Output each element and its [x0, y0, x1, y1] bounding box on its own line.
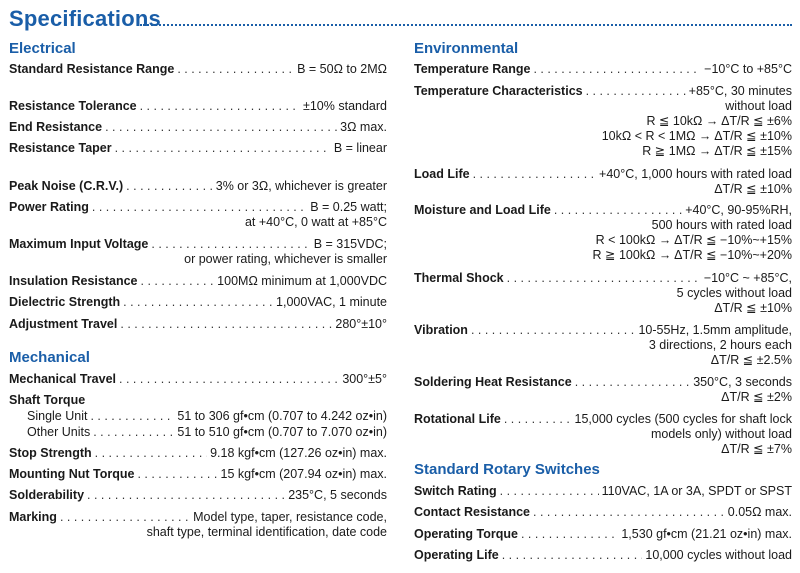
spec-value: 3% or 3Ω, whichever is greater — [215, 179, 387, 193]
section-heading-electrical: Electrical — [9, 40, 76, 57]
dot-leader — [90, 409, 174, 424]
spec-label: Shaft Torque — [9, 393, 86, 407]
spec-value: ±10% standard — [303, 99, 387, 113]
spec-row-vibration — [414, 323, 792, 368]
spec-row-soldering-heat-resistance — [414, 375, 792, 405]
section-heading-environmental: Environmental — [414, 40, 519, 57]
spec-row-switch-rating — [414, 484, 792, 499]
dot-leader — [507, 271, 701, 286]
spec-value: 3Ω max. — [340, 120, 387, 134]
spec-row-line — [9, 141, 387, 156]
spec-row-rotational-life — [414, 412, 792, 457]
spec-label: Moisture and Load Life — [414, 203, 551, 217]
spec-value: Model type, taper, resistance code, — [193, 510, 387, 524]
spec-row-marking — [9, 510, 387, 540]
spec-label: Single Unit — [27, 409, 88, 423]
spec-row-temperature-range — [414, 62, 792, 77]
dot-leader — [87, 488, 285, 503]
spec-row-line — [9, 295, 387, 310]
spec-value: 9.18 kgf•cm (127.26 oz•in) max. — [210, 446, 387, 460]
spec-row-line — [414, 412, 792, 427]
spec-value-continued: at +40°C, 0 watt at +85°C — [244, 215, 387, 229]
spec-label: Stop Strength — [9, 446, 92, 460]
spec-row-other-units — [9, 425, 387, 440]
spec-value: 0.05Ω max. — [727, 505, 792, 519]
spec-label: Peak Noise (C.R.V.) — [9, 179, 124, 193]
spec-value-continued: models only) without load — [650, 427, 792, 441]
spec-row-line — [9, 179, 387, 194]
dot-leader — [533, 62, 701, 77]
dot-leader — [95, 446, 207, 461]
spec-label: Insulation Resistance — [9, 274, 138, 288]
spec-label: Thermal Shock — [414, 271, 504, 285]
spec-value: 280°±10° — [335, 317, 387, 331]
dot-leader — [60, 510, 190, 525]
spec-row-stop-strength — [9, 446, 387, 461]
spec-row-solderability — [9, 488, 387, 503]
spec-row-thermal-shock — [414, 271, 792, 316]
spec-row-standard-resistance-range — [9, 62, 387, 77]
spec-value-continued: 10kΩ < R < 1MΩ → ΔT/R ≦ ±10% — [601, 129, 792, 143]
spec-value-continued: without load — [725, 99, 792, 113]
spec-value-continued: R ≦ 10kΩ → ΔT/R ≦ ±6% — [646, 114, 792, 128]
spec-row-line — [414, 375, 792, 390]
spec-value: 10,000 cycles without load — [645, 548, 792, 562]
spec-row-line — [414, 167, 792, 182]
spec-row-end-resistance — [9, 120, 387, 135]
spec-value: B = 50Ω to 2MΩ — [297, 62, 387, 76]
section-heading-mechanical: Mechanical — [9, 349, 90, 366]
spec-value: 15 kgf•cm (207.94 oz•in) max. — [220, 467, 387, 481]
spec-row-line — [414, 62, 792, 77]
dot-leader — [115, 141, 331, 156]
spec-value: 1,000VAC, 1 minute — [276, 295, 387, 309]
spec-row-insulation-resistance — [9, 274, 387, 289]
spec-row-line — [9, 317, 387, 332]
spec-row-line — [9, 200, 387, 215]
dot-leader — [140, 99, 300, 114]
spec-label: Marking — [9, 510, 57, 524]
dot-leader — [575, 375, 690, 390]
spec-value-continued: ΔT/R ≦ ±2.5% — [710, 353, 792, 367]
spec-value: +85°C, 30 minutes — [688, 84, 792, 98]
spec-value: 15,000 cycles (500 cycles for shaft lock — [574, 412, 792, 426]
spec-row-line — [9, 99, 387, 114]
spec-value: B = linear — [333, 141, 387, 155]
spec-value-continued: R < 100kΩ → ΔT/R ≦ −10%~+15% — [595, 233, 792, 247]
dot-leader — [105, 120, 337, 135]
spec-row-resistance-taper — [9, 141, 387, 156]
spec-label: Solderability — [9, 488, 85, 502]
spec-label: Resistance Taper — [9, 141, 112, 155]
dot-leader — [119, 372, 339, 387]
spec-label: Standard Resistance Range — [9, 62, 175, 76]
spec-value-continued: R ≧ 1MΩ → ΔT/R ≦ ±15% — [642, 144, 792, 158]
spec-label: Maximum Input Voltage — [9, 237, 149, 251]
spec-row-dielectric-strength — [9, 295, 387, 310]
dot-leader — [554, 203, 682, 218]
spec-row-line — [414, 484, 792, 499]
spec-row-operating-life — [414, 548, 792, 563]
spec-row-line — [9, 467, 387, 482]
spec-label: Dielectric Strength — [9, 295, 121, 309]
spec-value: 51 to 510 gf•cm (0.707 to 7.070 oz•in) — [177, 425, 387, 439]
spec-value: 300°±5° — [342, 372, 387, 386]
spec-row-load-life — [414, 167, 792, 197]
spec-row-line — [414, 527, 792, 542]
dot-leader — [120, 317, 332, 332]
spec-value: 110VAC, 1A or 3A, SPDT or SPST — [601, 484, 792, 498]
spec-label: Contact Resistance — [414, 505, 531, 519]
spec-row-resistance-tolerance — [9, 99, 387, 114]
spec-value-continued: R ≧ 100kΩ → ΔT/R ≦ −10%~+20% — [592, 248, 792, 262]
dot-leader — [471, 323, 636, 338]
spec-value: 10-55Hz, 1.5mm amplitude, — [638, 323, 792, 337]
spec-value-continued: ΔT/R ≦ ±7% — [721, 442, 792, 456]
title-divider — [140, 24, 792, 26]
spec-row-line — [414, 323, 792, 338]
spec-row-line — [414, 505, 792, 520]
spec-label: Vibration — [414, 323, 468, 337]
page-title: Specifications — [9, 6, 161, 31]
dot-leader — [151, 237, 310, 252]
spec-row-adjustment-travel — [9, 317, 387, 332]
spec-label: Power Rating — [9, 200, 89, 214]
spec-row-line — [9, 393, 387, 408]
spec-row-shaft-torque — [9, 393, 387, 408]
spec-row-line — [414, 84, 792, 99]
spec-row-line — [9, 120, 387, 135]
spec-value-continued: 500 hours with rated load — [651, 218, 792, 232]
spec-value-continued: or power rating, whichever is smaller — [184, 252, 387, 266]
spec-label: End Resistance — [9, 120, 103, 134]
spec-row-line — [9, 237, 387, 252]
spec-label: Temperature Range — [414, 62, 531, 76]
spec-row-power-rating — [9, 200, 387, 230]
spec-value: B = 0.25 watt; — [310, 200, 387, 214]
spec-value-continued: ΔT/R ≦ ±10% — [714, 182, 792, 196]
spec-row-moisture-and-load-life — [414, 203, 792, 263]
spec-label: Rotational Life — [414, 412, 501, 426]
dot-leader — [533, 505, 725, 520]
spec-row-temperature-characteristics — [414, 84, 792, 159]
dot-leader — [137, 467, 217, 482]
spec-value-continued: ΔT/R ≦ ±2% — [721, 390, 792, 404]
dot-leader — [504, 412, 572, 427]
spec-row-line — [9, 488, 387, 503]
spec-label: Switch Rating — [414, 484, 497, 498]
spec-row-line — [9, 62, 387, 77]
spec-label: Load Life — [414, 167, 470, 181]
spec-value: 235°C, 5 seconds — [288, 488, 387, 502]
spec-row-maximum-input-voltage — [9, 237, 387, 267]
spec-value: 1,530 gf•cm (21.21 oz•in) max. — [621, 527, 792, 541]
spec-row-line — [414, 271, 792, 286]
dot-leader — [502, 548, 643, 563]
spec-value-continued: 3 directions, 2 hours each — [648, 338, 792, 352]
spec-label: Temperature Characteristics — [414, 84, 583, 98]
dot-leader — [500, 484, 599, 499]
spec-label: Soldering Heat Resistance — [414, 375, 572, 389]
section-heading-rotary-switches: Standard Rotary Switches — [414, 461, 600, 478]
dot-leader — [141, 274, 215, 289]
spec-value: B = 315VDC; — [313, 237, 387, 251]
spec-row-operating-torque — [414, 527, 792, 542]
spec-value-continued: 5 cycles without load — [676, 286, 792, 300]
spec-value: 51 to 306 gf•cm (0.707 to 4.242 oz•in) — [177, 409, 387, 423]
spec-value-continued: shaft type, terminal identification, date code — [146, 525, 387, 539]
spec-row-line — [9, 274, 387, 289]
spec-label: Other Units — [27, 425, 91, 439]
spec-label: Operating Torque — [414, 527, 518, 541]
spec-label: Resistance Tolerance — [9, 99, 137, 113]
spec-label: Operating Life — [414, 548, 499, 562]
spec-row-line — [9, 446, 387, 461]
spec-value: −10°C ~ +85°C, — [703, 271, 792, 285]
spec-row-line — [9, 372, 387, 387]
spec-row-mounting-nut-torque — [9, 467, 387, 482]
spec-row-mechanical-travel — [9, 372, 387, 387]
spec-value: 100MΩ minimum at 1,000VDC — [217, 274, 387, 288]
spec-row-single-unit — [9, 409, 387, 424]
dot-leader — [473, 167, 596, 182]
spec-row-line — [414, 548, 792, 563]
spec-value: +40°C, 90-95%RH, — [685, 203, 792, 217]
spec-label: Mechanical Travel — [9, 372, 117, 386]
dot-leader — [177, 62, 294, 77]
dot-leader — [126, 179, 213, 194]
spec-value: +40°C, 1,000 hours with rated load — [599, 167, 792, 181]
spec-row-line — [9, 510, 387, 525]
spec-row-line — [9, 425, 387, 440]
spec-label: Mounting Nut Torque — [9, 467, 135, 481]
spec-row-line — [414, 203, 792, 218]
dot-leader — [521, 527, 618, 542]
dot-leader — [92, 200, 307, 215]
spec-value: 350°C, 3 seconds — [693, 375, 792, 389]
dot-leader — [586, 84, 686, 99]
spec-row-peak-noise-c-r-v — [9, 179, 387, 194]
spec-label: Adjustment Travel — [9, 317, 118, 331]
spec-row-line — [9, 409, 387, 424]
spec-value: −10°C to +85°C — [704, 62, 792, 76]
spec-row-contact-resistance — [414, 505, 792, 520]
dot-leader — [123, 295, 273, 310]
spec-value-continued: ΔT/R ≦ ±10% — [714, 301, 792, 315]
dot-leader — [93, 425, 174, 440]
